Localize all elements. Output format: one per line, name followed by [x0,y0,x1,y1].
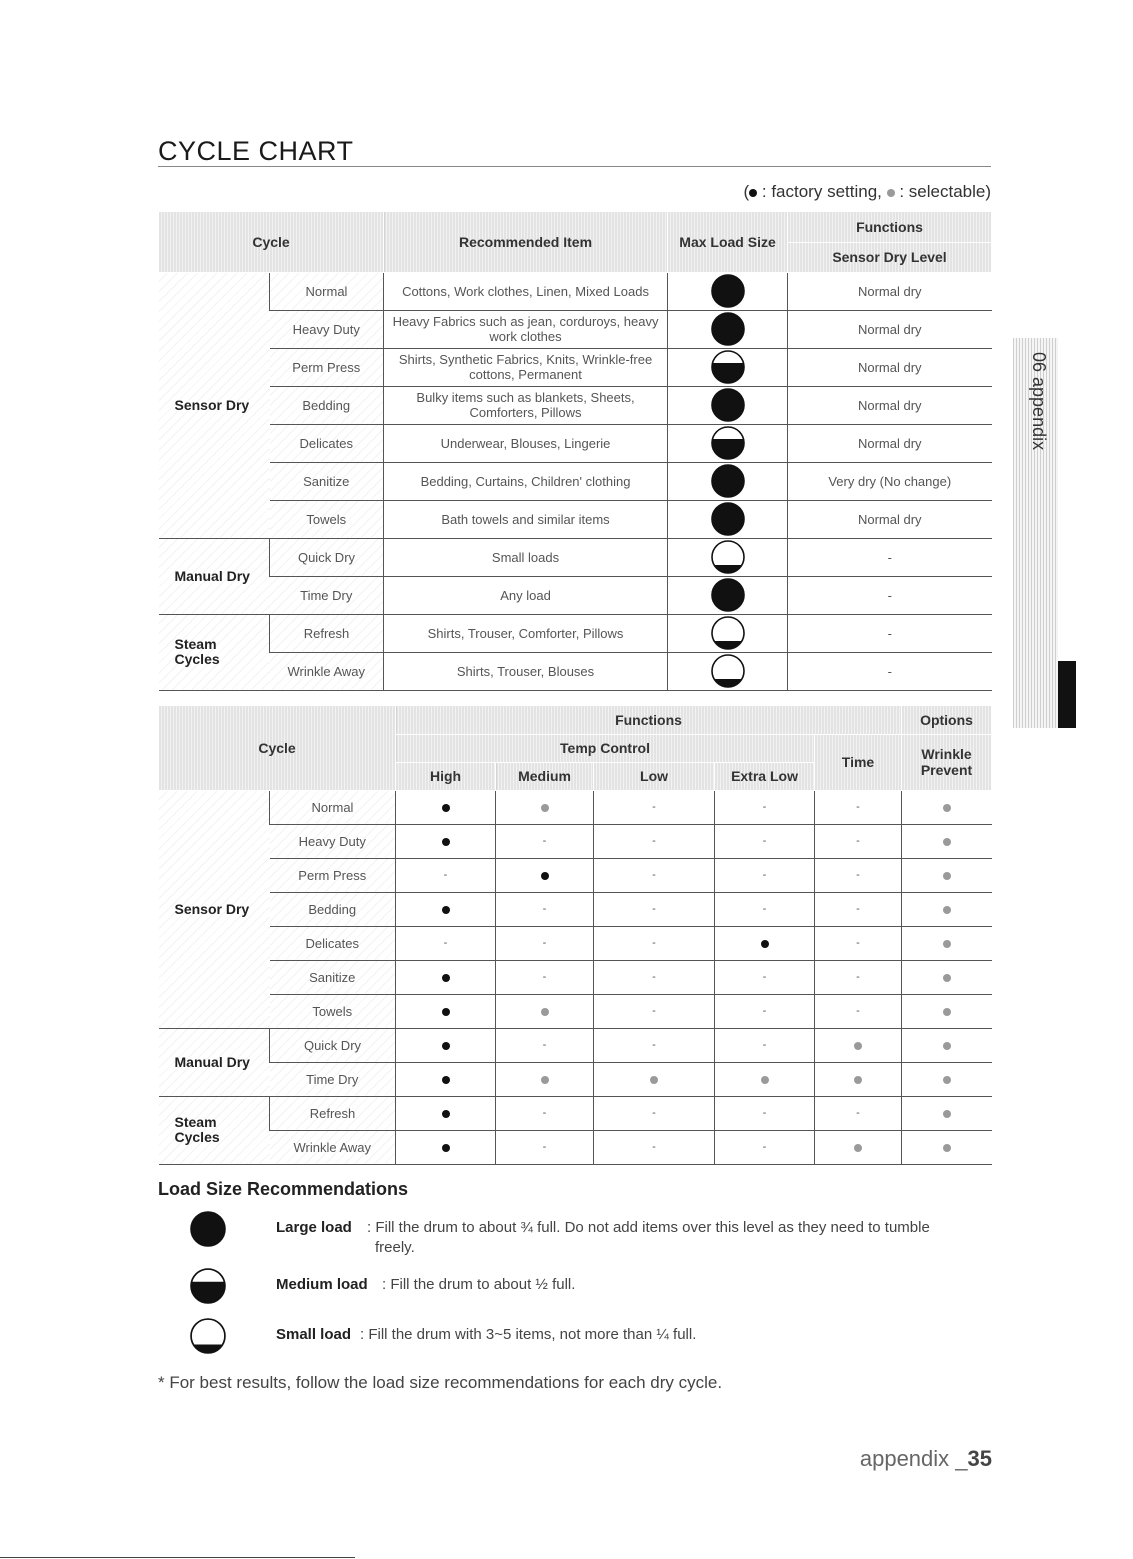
selectable-dot-icon [541,1008,549,1016]
high-factory-dot-icon [396,824,496,858]
cycle-name: Normal [270,272,384,310]
recommended-item: Cottons, Work clothes, Linen, Mixed Loads [384,272,668,310]
cycle-group-label: Manual Dry [159,538,270,614]
extra-low-value: - [715,1096,815,1130]
legend-note [600,182,991,202]
cycle-name: Refresh [270,1096,396,1130]
function-row [159,858,992,892]
large-load-icon [190,1211,226,1247]
legend-open: ( [743,182,750,201]
selectable-dot-icon [943,872,951,880]
sensor-dry-level: Normal dry [788,272,992,310]
low-value: - [594,824,715,858]
small-load-icon [711,662,745,677]
medium-selectable-dot-icon [496,994,594,1028]
high-factory-dot-icon [396,1062,496,1096]
medium-load-label: Medium load [276,1276,368,1293]
factory-dot-icon [442,906,450,914]
time-value: - [815,926,902,960]
cycle-name: Heavy Duty [270,310,384,348]
large-load-text-cont: freely. [375,1239,415,1256]
header-time: Time [815,734,902,790]
factory-dot-icon [541,872,549,880]
sensor-dry-level: - [788,538,992,576]
selectable-dot-icon [854,1042,862,1050]
max-load-cell [668,272,788,310]
medium-value: - [496,1028,594,1062]
selectable-dot-icon [943,974,951,982]
header-temp-control: Temp Control [396,734,815,762]
selectable-dot-icon [943,838,951,846]
recommended-item: Heavy Fabrics such as jean, corduroys, heavy work clothes [384,310,668,348]
medium-load-text: : Fill the drum to about ½ full. [382,1276,576,1293]
selectable-dot-icon [943,1008,951,1016]
sensor-dry-level: - [788,614,992,652]
small-load-label: Small load [276,1326,352,1343]
medium-value: - [496,926,594,960]
cycle-name: Refresh [270,614,384,652]
time-value: - [815,790,902,824]
cycle-name: Perm Press [270,858,396,892]
recommended-item: Underwear, Blouses, Lingerie [384,424,668,462]
selectable-dot-icon [943,804,951,812]
extra-low-value: - [715,858,815,892]
factory-dot-icon [442,838,450,846]
page-title: CYCLE CHART [158,136,354,166]
function-row [159,1130,992,1164]
wrinkle-prevent-selectable-dot-icon [902,892,992,926]
footer-section: appendix _ [859,1446,968,1471]
extra-low-value: - [715,960,815,994]
header-wrinkle-prevent: Wrinkle Prevent [902,734,992,790]
cycle-name: Towels [270,500,384,538]
header-cycle-2: Cycle [159,706,396,790]
selectable-dot-icon [854,1144,862,1152]
low-selectable-dot-icon [594,1062,715,1096]
sensor-dry-level: Normal dry [788,424,992,462]
function-row [159,960,992,994]
bottom-rule [0,1557,355,1558]
cycle-group-label: Sensor Dry [159,790,270,1028]
cycle-group-label: Steam Cycles [159,614,270,690]
sensor-dry-level: Normal dry [788,500,992,538]
page-footer [800,1446,992,1472]
selectable-dot-icon [943,940,951,948]
selectable-dot-icon [761,1076,769,1084]
max-load-cell [668,614,788,652]
max-load-cell [668,386,788,424]
wrinkle-prevent-selectable-dot-icon [902,1028,992,1062]
side-tab-marker [1058,661,1076,728]
high-factory-dot-icon [396,994,496,1028]
side-tab-label: 06 appendix [1029,352,1049,451]
sensor-dry-level: Very dry (No change) [788,462,992,500]
recommended-item: Small loads [384,538,668,576]
medium-value: - [496,892,594,926]
function-row [159,824,992,858]
wrinkle-prevent-selectable-dot-icon [902,926,992,960]
high-factory-dot-icon [396,1028,496,1062]
cycle-name: Bedding [270,892,396,926]
max-load-cell [668,424,788,462]
wrinkle-prevent-selectable-dot-icon [902,1062,992,1096]
low-value: - [594,790,715,824]
header-low: Low [594,762,715,790]
legend-factory-label: : factory setting, [757,182,887,201]
sensor-dry-level: Normal dry [788,348,992,386]
cycle-name: Wrinkle Away [270,652,384,690]
recommended-item: Shirts, Synthetic Fabrics, Knits, Wrinkle-free cottons, Permanent [384,348,668,386]
cycle-name: Time Dry [270,1062,396,1096]
cycle-row [159,652,992,690]
cycle-name: Sanitize [270,462,384,500]
max-load-cell [668,652,788,690]
selectable-dot-icon [541,804,549,812]
high-factory-dot-icon [396,892,496,926]
cycle-name: Delicates [270,424,384,462]
cycle-row [159,386,992,424]
cycle-row [159,576,992,614]
factory-dot-icon [442,1042,450,1050]
large-load-icon [711,282,745,297]
recommended-item: Bath towels and similar items [384,500,668,538]
medium-load-icon [190,1268,226,1304]
header-functions-2: Functions [396,706,902,734]
page-number: 35 [967,1446,992,1471]
extra-low-value: - [715,1028,815,1062]
low-value: - [594,892,715,926]
header-functions: Functions [788,212,992,242]
time-value: - [815,994,902,1028]
factory-dot-icon [442,974,450,982]
factory-dot-icon [442,1110,450,1118]
factory-dot-icon [761,940,769,948]
max-load-cell [668,500,788,538]
cycle-name: Heavy Duty [270,824,396,858]
functions-table-body [159,790,992,1164]
small-load-text: : Fill the drum with 3~5 items, not more than ¼ full. [360,1326,697,1343]
small-load-icon [711,624,745,639]
header-options: Options [902,706,992,734]
large-load-icon [711,396,745,411]
recommended-item: Bulky items such as blankets, Sheets, Comforters, Pillows [384,386,668,424]
cycle-name: Normal [270,790,396,824]
max-load-cell [668,576,788,614]
cycle-table [158,212,992,691]
header-max-load-size: Max Load Size [668,212,788,272]
selectable-dot-icon [943,1144,951,1152]
large-load-icon [711,320,745,335]
selectable-dot-icon [943,1110,951,1118]
max-load-cell [668,538,788,576]
cycle-row [159,424,992,462]
footnote: * For best results, follow the load size recommendations for each dry cycle. [158,1373,723,1392]
medium-value: - [496,1096,594,1130]
cycle-group-label: Sensor Dry [159,272,270,538]
low-value: - [594,926,715,960]
selectable-dot-icon [887,189,895,197]
extra-low-factory-dot-icon [715,926,815,960]
time-value: - [815,1096,902,1130]
large-load-icon [711,586,745,601]
function-row [159,892,992,926]
medium-selectable-dot-icon [496,1062,594,1096]
high-value: - [396,926,496,960]
max-load-cell [668,310,788,348]
wrinkle-prevent-selectable-dot-icon [902,960,992,994]
extra-low-value: - [715,892,815,926]
cycle-name: Perm Press [270,348,384,386]
header-medium: Medium [496,762,594,790]
max-load-cell [668,462,788,500]
sensor-dry-level: - [788,576,992,614]
factory-dot-icon [442,1008,450,1016]
header-cycle: Cycle [159,212,384,272]
high-factory-dot-icon [396,960,496,994]
low-value: - [594,1130,715,1164]
medium-value: - [496,960,594,994]
medium-selectable-dot-icon [496,790,594,824]
extra-low-value: - [715,790,815,824]
high-factory-dot-icon [396,1096,496,1130]
sensor-dry-level: Normal dry [788,310,992,348]
high-factory-dot-icon [396,1130,496,1164]
selectable-dot-icon [854,1076,862,1084]
functions-table [158,706,992,1165]
factory-dot-icon [442,1076,450,1084]
low-value: - [594,1096,715,1130]
time-value: - [815,824,902,858]
factory-dot-icon [749,189,757,197]
medium-load-icon [711,434,745,449]
cycle-name: Quick Dry [270,1028,396,1062]
cycle-row [159,348,992,386]
cycle-group-label: Steam Cycles [159,1096,270,1164]
wrinkle-prevent-selectable-dot-icon [902,994,992,1028]
cycle-name: Delicates [270,926,396,960]
time-selectable-dot-icon [815,1062,902,1096]
wrinkle-prevent-selectable-dot-icon [902,790,992,824]
selectable-dot-icon [541,1076,549,1084]
extra-low-value: - [715,994,815,1028]
medium-load-icon [711,358,745,373]
extra-low-value: - [715,824,815,858]
cycle-row [159,272,992,310]
header-sensor-dry-level: Sensor Dry Level [788,242,992,272]
cycle-table-body [159,272,992,690]
large-load-icon [711,472,745,487]
time-value: - [815,858,902,892]
load-size-heading: Load Size Recommendations [158,1179,409,1199]
medium-value: - [496,824,594,858]
extra-low-selectable-dot-icon [715,1062,815,1096]
function-row [159,1062,992,1096]
wrinkle-prevent-selectable-dot-icon [902,1096,992,1130]
wrinkle-prevent-selectable-dot-icon [902,824,992,858]
function-row [159,1028,992,1062]
cycle-name: Towels [270,994,396,1028]
extra-low-value: - [715,1130,815,1164]
header-high: High [396,762,496,790]
function-row [159,1096,992,1130]
cycle-group-label: Manual Dry [159,1028,270,1096]
low-value: - [594,994,715,1028]
cycle-row [159,614,992,652]
function-row [159,790,992,824]
header-recommended-item: Recommended Item [384,212,668,272]
high-value: - [396,858,496,892]
factory-dot-icon [442,1144,450,1152]
medium-factory-dot-icon [496,858,594,892]
selectable-dot-icon [650,1076,658,1084]
max-load-cell [668,348,788,386]
sensor-dry-level: Normal dry [788,386,992,424]
selectable-dot-icon [943,906,951,914]
large-load-icon [711,510,745,525]
high-factory-dot-icon [396,790,496,824]
time-value: - [815,960,902,994]
function-row [159,994,992,1028]
wrinkle-prevent-selectable-dot-icon [902,1130,992,1164]
selectable-dot-icon [943,1042,951,1050]
cycle-name: Time Dry [270,576,384,614]
cycle-row [159,538,992,576]
time-selectable-dot-icon [815,1130,902,1164]
recommended-item: Any load [384,576,668,614]
cycle-row [159,310,992,348]
medium-value: - [496,1130,594,1164]
wrinkle-prevent-selectable-dot-icon [902,858,992,892]
small-load-icon [190,1318,226,1354]
factory-dot-icon [442,804,450,812]
large-load-label: Large load [276,1219,352,1236]
cycle-row [159,500,992,538]
cycle-name: Sanitize [270,960,396,994]
function-row [159,926,992,960]
selectable-dot-icon [943,1076,951,1084]
cycle-name: Wrinkle Away [270,1130,396,1164]
cycle-row [159,462,992,500]
low-value: - [594,1028,715,1062]
title-divider [158,166,991,167]
recommended-item: Shirts, Trouser, Blouses [384,652,668,690]
low-value: - [594,960,715,994]
low-value: - [594,858,715,892]
time-value: - [815,892,902,926]
header-extra-low: Extra Low [715,762,815,790]
sensor-dry-level: - [788,652,992,690]
recommended-item: Bedding, Curtains, Children' clothing [384,462,668,500]
time-selectable-dot-icon [815,1028,902,1062]
recommended-item: Shirts, Trouser, Comforter, Pillows [384,614,668,652]
large-load-text: : Fill the drum to about ¾ full. Do not add items over this level as they need to tumble [367,1219,930,1236]
legend-selectable-label: : selectable) [894,182,991,201]
cycle-name: Quick Dry [270,538,384,576]
cycle-name: Bedding [270,386,384,424]
small-load-icon [711,548,745,563]
